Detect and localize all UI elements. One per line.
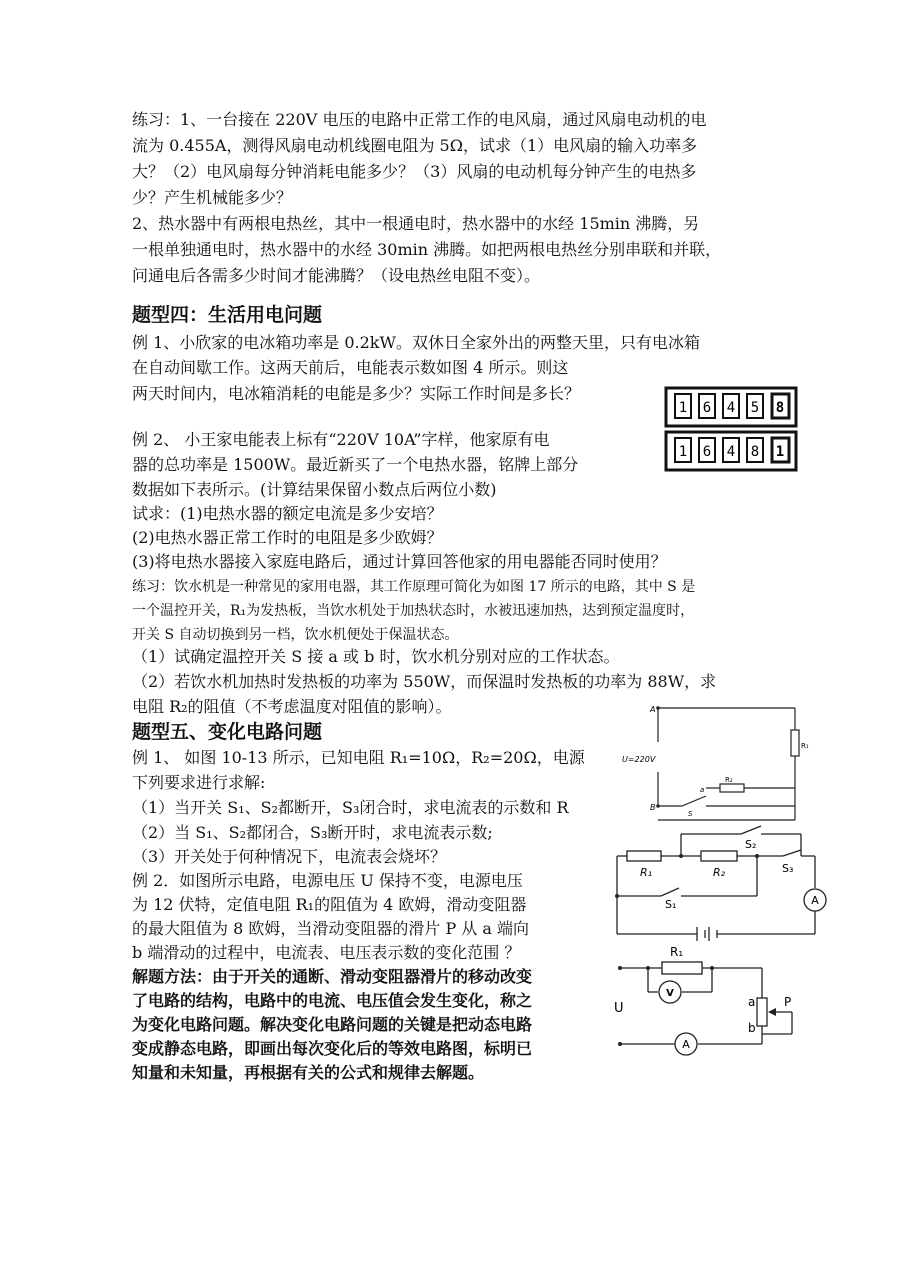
method-line: 知量和未知量，再根据有关的公式和规律去解题。: [132, 1063, 485, 1082]
meter-reading-1: [666, 388, 796, 426]
text-line: （1）试确定温控开关 S 接 a 或 b 时，饮水机分别对应的工作状态。: [132, 647, 620, 666]
resistor-r2-label: R₂: [725, 776, 733, 784]
text-line: 流为 0.455A，测得风扇电动机线圈电阻为 5Ω，试求（1）电风扇的输入功率多: [132, 136, 698, 155]
section-heading-5: 题型五、变化电路问题: [132, 721, 323, 743]
text-line: 练习：饮水机是一种常见的家用电器，其工作原理可简化为如图 17 所示的电路，其中 S 是: [132, 579, 696, 595]
text-line: 器的总功率是 1500W。最近新买了一个电热水器，铭牌上部分: [132, 455, 579, 474]
switch-s2-label: S₂: [745, 838, 757, 851]
text-line: 开关 S 自动切换到另一档，饮水机便处于保温状态。: [132, 627, 459, 643]
text-line: 例 1、小欣家的电冰箱功率是 0.2kW。双休日全家外出的两整天里，只有电冰箱: [132, 333, 700, 352]
meter-digit: 1: [678, 400, 688, 416]
meter-digit: 4: [726, 400, 736, 416]
text-line: 的最大阻值为 8 欧姆，当滑动变阻器的滑片 P 从 a 端向: [132, 919, 530, 938]
resistor-r2-label: R₂: [713, 866, 726, 879]
meter-digit: 1: [775, 444, 785, 460]
text-line: 试求：(1)电热水器的额定电流是多少安培？: [132, 504, 443, 523]
text-line: (3)将电热水器接入家庭电路后，通过计算回答他家的用电器能否同时使用？: [132, 552, 667, 571]
slider-p-label: P: [784, 995, 792, 1009]
meter-digit: 6: [702, 400, 712, 416]
text-line: 下列要求进行求解:: [132, 773, 266, 792]
method-line: 为变化电路问题。解决变化电路问题的关键是把动态电路: [132, 1015, 533, 1034]
rheostat-end-a-label: a: [748, 995, 756, 1009]
text-line: （2）当 S₁、S₂都闭合，S₃断开时，求电流表示数;: [132, 823, 493, 842]
method-line: 变成静态电路，即画出每次变化后的等效电路图，标明已: [132, 1039, 533, 1058]
switch-circuit: [605, 826, 835, 941]
text-line: 数据如下表所示。(计算结果保留小数点后两位小数): [132, 480, 497, 499]
text-line: 问通电后各需多少时间才能沸腾？（设电热丝电阻不变）。: [132, 266, 541, 285]
text-line: 例 1、 如图 10-13 所示，已知电阻 R₁=10Ω，R₂=20Ω，电源: [132, 748, 585, 767]
rheostat-circuit: [612, 940, 812, 1055]
meter-digit: 6: [702, 444, 712, 460]
text-line: 在自动间歇工作。这两天前后，电能表示数如图 4 所示。则这: [132, 358, 569, 377]
resistor-r1-label: R₁: [670, 945, 684, 959]
text-line: 大？（2）电风扇每分钟消耗电能多少？（3）风扇的电动机每分钟产生的电热多: [132, 162, 697, 181]
voltage-u-label: U: [614, 1001, 624, 1016]
ammeter-label: A: [811, 894, 819, 907]
voltage-label: U=220V: [622, 755, 656, 764]
switch-s1-label: S₁: [665, 898, 677, 911]
resistor-r1-label: R₁: [640, 866, 653, 879]
text-line: （2）若饮水机加热时发热板的功率为 550W，而保温时发热板的功率为 88W，求: [132, 672, 717, 691]
voltmeter-label: V: [666, 988, 674, 999]
meter-digit: 5: [750, 400, 760, 416]
rheostat-end-b-label: b: [748, 1021, 756, 1035]
meter-digit: 1: [678, 444, 688, 460]
text-line: 一个温控开关，R₁为发热板，当饮水机处于加热状态时，水被迅速加热，达到预定温度时，: [132, 603, 695, 619]
dispenser-circuit: [620, 700, 820, 825]
text-line: 例 2．如图所示电路，电源电压 U 保持不变，电源电压: [132, 871, 523, 890]
text-line: 为 12 伏特，定值电阻 R₁的阻值为 4 欧姆，滑动变阻器: [132, 895, 527, 914]
meter-digit: 4: [726, 444, 736, 460]
text-line: 两天时间内，电冰箱消耗的电能是多少？实际工作时间是多长？: [132, 384, 581, 403]
text-line: 练习：1、一台接在 220V 电压的电路中正常工作的电风扇，通过风扇电动机的电: [132, 110, 707, 129]
text-line: 一根单独通电时，热水器中的水经 30min 沸腾。如把两根电热丝分别串联和并联，: [132, 240, 722, 259]
ammeter-label: A: [682, 1038, 690, 1051]
meter-digit: 8: [775, 400, 785, 416]
text-line: 电阻 R₂的阻值（不考虑温度对阻值的影响）。: [132, 697, 452, 716]
terminal-b-label: B: [650, 803, 656, 812]
terminal-a-label: A: [650, 705, 656, 714]
meter-reading-2: [666, 432, 796, 470]
text-line: b 端滑动的过程中，电流表、电压表示数的变化范围 ？: [132, 943, 521, 962]
method-line: 解题方法：由于开关的通断、滑动变阻器滑片的移动改变: [132, 967, 533, 986]
contact-a-label: a: [700, 786, 705, 794]
text-line: 少？产生机械能多少？: [132, 188, 293, 207]
meter-digit: 8: [750, 444, 760, 460]
text-line: 2、热水器中有两根电热丝，其中一根通电时，热水器中的水经 15min 沸腾，另: [132, 214, 700, 233]
switch-s3-label: S₃: [782, 862, 794, 875]
resistor-r1-label: R₁: [801, 742, 809, 750]
switch-s-label: S: [688, 810, 693, 818]
meter-figure: [662, 384, 802, 474]
text-line: （1）当开关 S₁、S₂都断开，S₃闭合时，求电流表的示数和 R: [132, 798, 569, 817]
text-line: （3）开关处于何种情况下，电流表会烧坏？: [132, 847, 447, 866]
text-line: 例 2、 小王家电能表上标有“220V 10A”字样，他家原有电: [132, 430, 550, 449]
text-line: (2)电热水器正常工作时的电阻是多少欧姆？: [132, 528, 443, 547]
section-heading-4: 题型四：生活用电问题: [132, 304, 323, 326]
method-line: 了电路的结构，电路中的电流、电压值会发生变化，称之: [132, 991, 533, 1010]
